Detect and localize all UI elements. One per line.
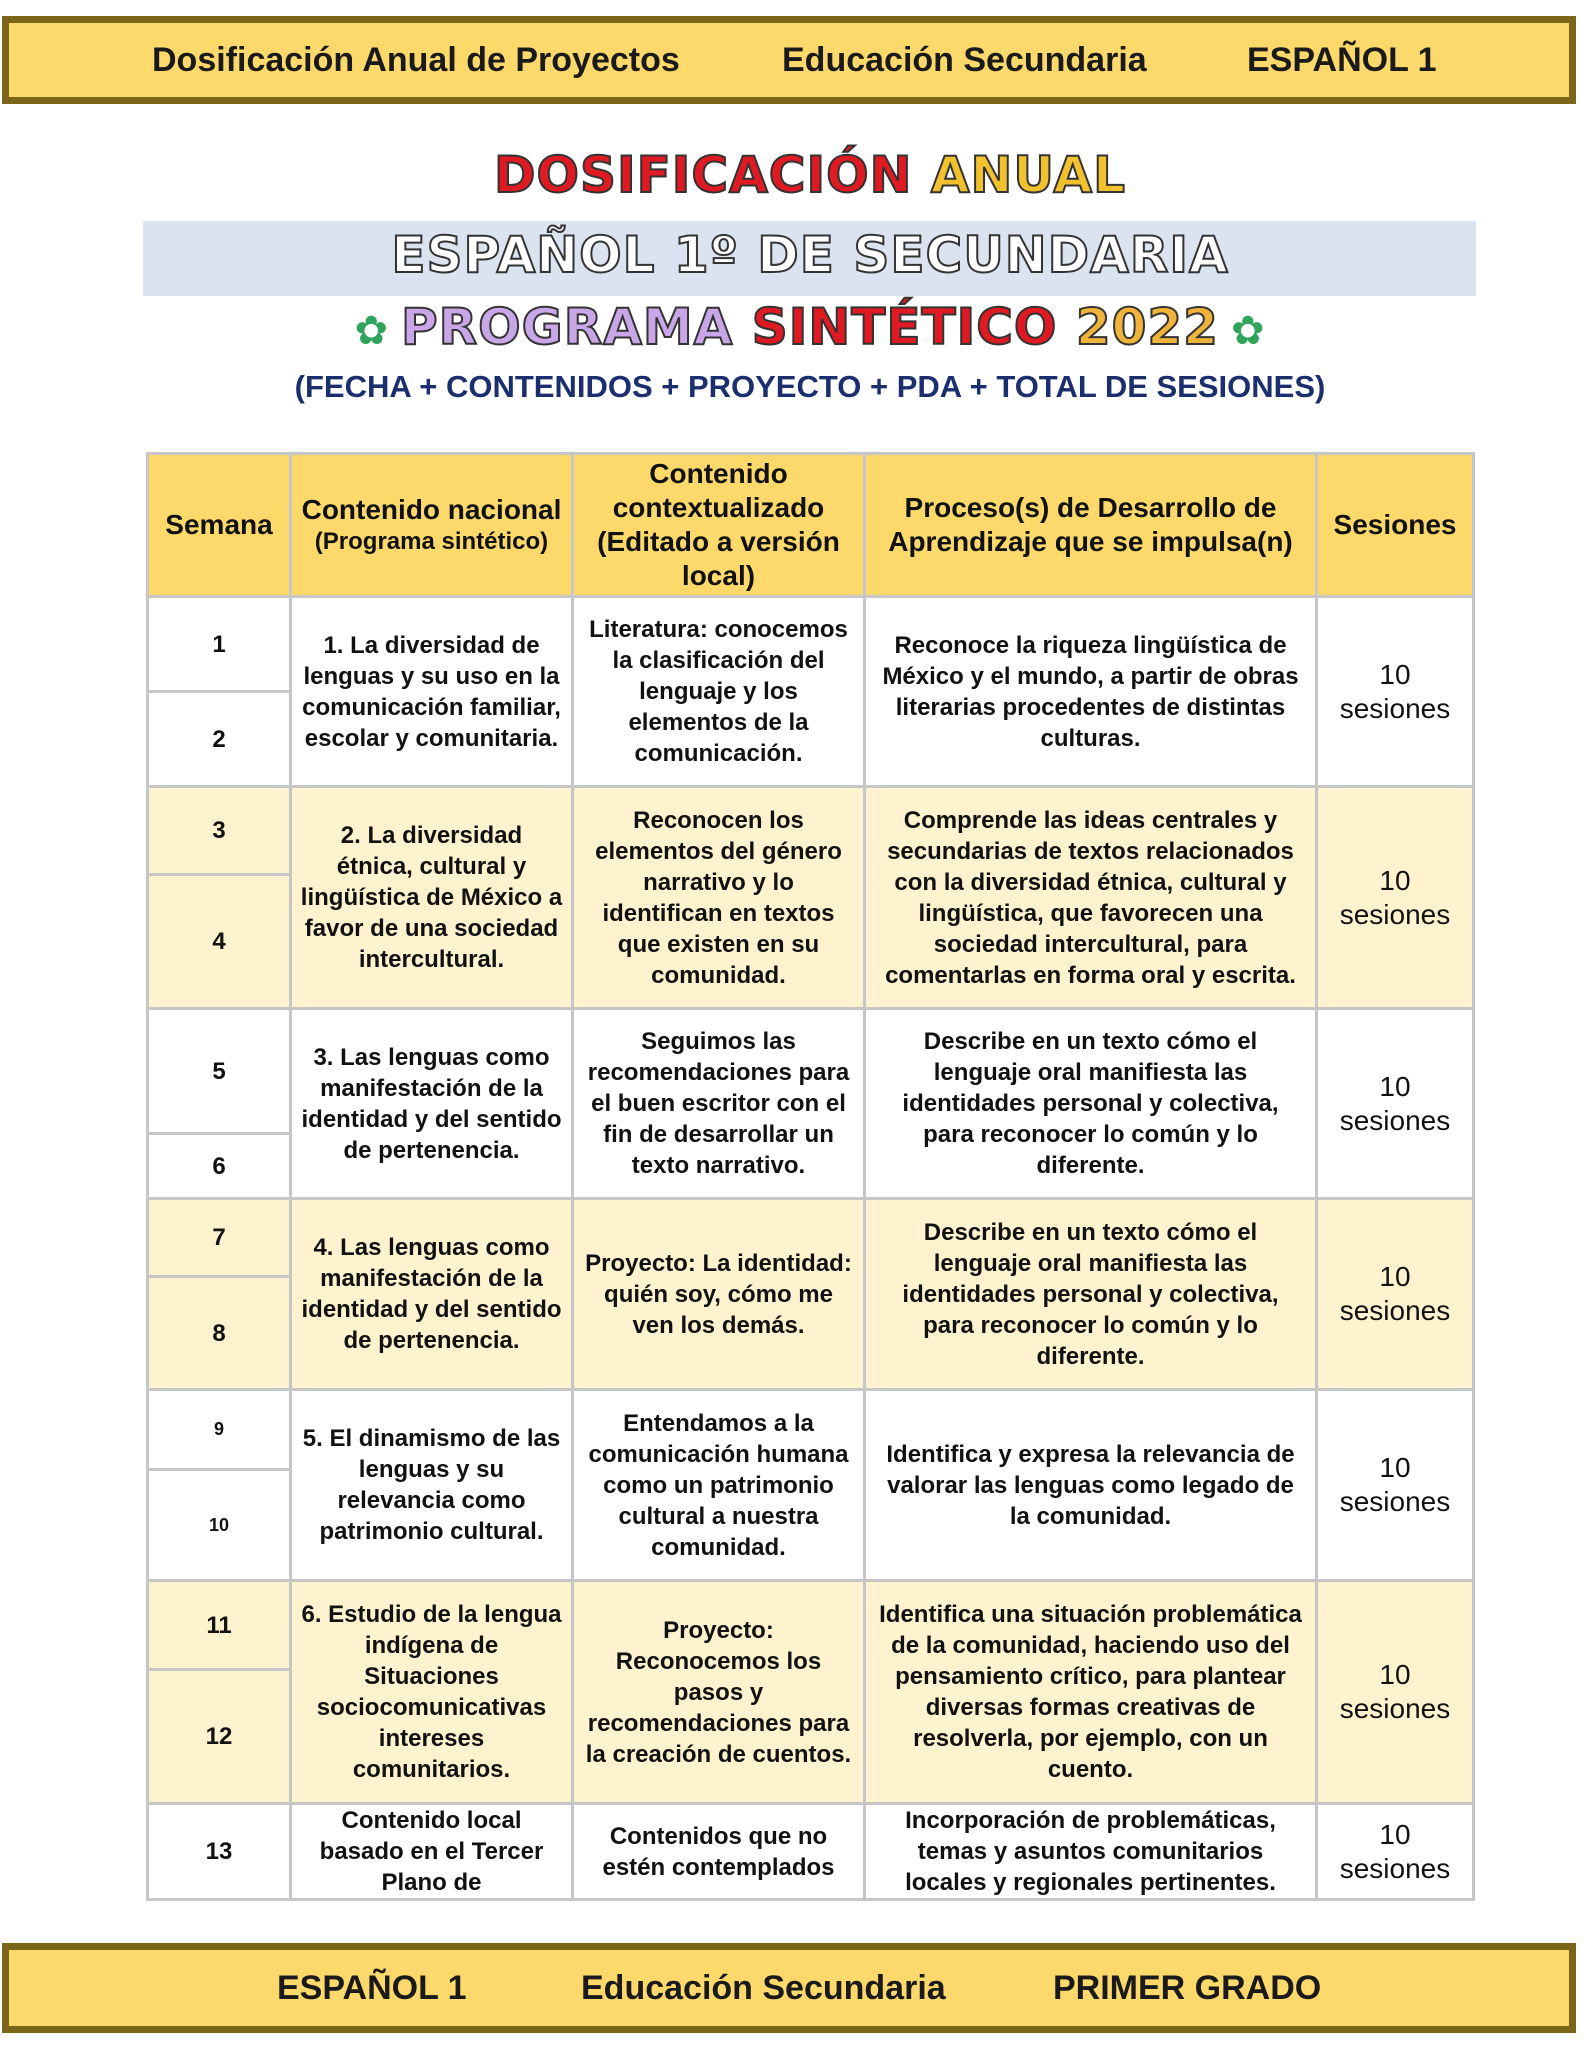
week-cell: 1 <box>148 597 291 692</box>
title-dosificacion <box>0 146 1583 204</box>
contenido-nacional-cell: 1. La diversidad de lenguas y su uso en la comunicación familiar, escolar y comunitaria. <box>291 597 573 787</box>
header-semana: Semana <box>148 454 291 597</box>
contenido-nacional-cell: 6. Estudio de la lengua indígena de Situaciones sociocomunicativas intereses comunitarios. <box>291 1581 573 1804</box>
sesiones-cell: 10 sesiones <box>1317 1390 1474 1581</box>
table-row <box>148 1390 1474 1470</box>
title-espanol: ESPAÑOL 1º DE SECUNDARIA <box>391 226 1229 284</box>
contenido-contextualizado-cell: Seguimos las recomendaciones para el buen escritor con el fin de desarrollar un texto narrativo. <box>573 1009 865 1199</box>
footer-left: ESPAÑOL 1 <box>277 1968 467 2007</box>
title1-part2: ANUAL <box>930 146 1126 204</box>
footer-right: PRIMER GRADO <box>1053 1968 1322 2007</box>
pda-cell: Reconoce la riqueza lingüística de México y el mundo, a partir de obras literarias procedentes de distintas culturas. <box>865 597 1317 787</box>
sesiones-cell: 10 sesiones <box>1317 1009 1474 1199</box>
contenido-contextualizado-cell: Reconocen los elementos del género narrativo y lo identifican en textos que existen en su comunidad. <box>573 787 865 1009</box>
week-cell: 5 <box>148 1009 291 1134</box>
contenido-contextualizado-cell: Proyecto: La identidad: quién soy, cómo me ven los demás. <box>573 1199 865 1390</box>
table-row <box>148 597 1474 692</box>
contenido-contextualizado-cell: Entendamos a la comunicación humana como un patrimonio cultural a nuestra comunidad. <box>573 1390 865 1581</box>
header-sesiones: Sesiones <box>1317 454 1474 597</box>
contenido-nacional-cell: 4. Las lenguas como manifestación de la identidad y del sentido de pertenencia. <box>291 1199 573 1390</box>
week-cell: 10 <box>148 1470 291 1581</box>
header-contenido-contextualizado: Contenido contextualizado (Editado a versión local) <box>573 454 865 597</box>
table-row <box>148 1199 1474 1277</box>
pda-cell: Describe en un texto cómo el lenguaje oral manifiesta las identidades personal y colectiva, para reconocer lo común y lo diferente. <box>865 1009 1317 1199</box>
contenido-contextualizado-cell: Contenidos que no estén contemplados <box>573 1804 865 1900</box>
sesiones-cell: 10 sesiones <box>1317 787 1474 1009</box>
contenido-contextualizado-cell: Proyecto: Reconocemos los pasos y recomendaciones para la creación de cuentos. <box>573 1581 865 1804</box>
week-cell: 9 <box>148 1390 291 1470</box>
contenido-nacional-cell: Contenido local basado en el Tercer Plano de <box>291 1804 573 1900</box>
flower-icon: ✿ <box>1230 307 1266 354</box>
subtitle: (FECHA + CONTENIDOS + PROYECTO + PDA + TOTAL DE SESIONES) <box>294 369 1326 404</box>
table-row <box>148 787 1474 875</box>
contenido-nacional-cell: 2. La diversidad étnica, cultural y lingüística de México a favor de una sociedad intercultural. <box>291 787 573 1009</box>
table-row <box>148 1581 1474 1670</box>
week-cell: 13 <box>148 1804 291 1900</box>
sesiones-cell: 10 sesiones <box>1317 597 1474 787</box>
week-cell: 6 <box>148 1134 291 1199</box>
header-left: Dosificación Anual de Proyectos <box>152 40 680 79</box>
week-cell: 8 <box>148 1277 291 1390</box>
table-row <box>148 1804 1474 1900</box>
title1-part1: DOSIFICACIÓN <box>494 146 931 204</box>
header-center: Educación Secundaria <box>782 40 1147 79</box>
sesiones-cell: 10 sesiones <box>1317 1581 1474 1804</box>
footer-band <box>2 1943 1576 2033</box>
header-contenido-nacional-small: (Programa sintético) <box>314 528 549 555</box>
pda-cell: Describe en un texto cómo el lenguaje oral manifiesta las identidades personal y colectiva, para reconocer lo común y lo diferente. <box>865 1199 1317 1390</box>
title3-part1: PROGRAMA <box>401 298 752 356</box>
header-pda: Proceso(s) de Desarrollo de Aprendizaje que se impulsa(n) <box>865 454 1317 597</box>
header-contenido-nacional-main: Contenido nacional <box>301 494 562 525</box>
table-row <box>148 1009 1474 1134</box>
title3-part3: 2022 <box>1075 298 1219 356</box>
dosificacion-table <box>146 452 1475 1901</box>
week-cell: 12 <box>148 1670 291 1804</box>
contenido-contextualizado-cell: Literatura: conocemos la clasificación del lenguaje y los elementos de la comunicación. <box>573 597 865 787</box>
header-right: ESPAÑOL 1 <box>1247 40 1437 79</box>
table-header-row <box>148 454 1474 597</box>
contenido-nacional-cell: 5. El dinamismo de las lenguas y su relevancia como patrimonio cultural. <box>291 1390 573 1581</box>
pda-cell: Identifica y expresa la relevancia de valorar las lenguas como legado de la comunidad. <box>865 1390 1317 1581</box>
title-programa <box>0 298 1583 356</box>
week-cell: 7 <box>148 1199 291 1277</box>
title3-part2: SINTÉTICO <box>751 298 1076 356</box>
week-cell: 4 <box>148 875 291 1009</box>
footer-center: Educación Secundaria <box>581 1968 946 2007</box>
week-cell: 2 <box>148 692 291 787</box>
sesiones-cell: 10 sesiones <box>1317 1199 1474 1390</box>
header-contenido-nacional <box>291 454 573 597</box>
pda-cell: Comprende las ideas centrales y secundarias de textos relacionados con la diversidad étnica, cultural y lingüística, que favorecen una sociedad intercultural, para comentarlas en forma oral y escrita. <box>865 787 1317 1009</box>
flower-icon: ✿ <box>354 307 390 354</box>
pda-cell: Identifica una situación problemática de la comunidad, haciendo uso del pensamiento crítico, para plantear diversas formas creativas de resolverla, por ejemplo, con un cuento. <box>865 1581 1317 1804</box>
header-band <box>2 16 1576 104</box>
pda-cell: Incorporación de problemáticas, temas y asuntos comunitarios locales y regionales pertinentes. <box>865 1804 1317 1900</box>
contenido-nacional-cell: 3. Las lenguas como manifestación de la identidad y del sentido de pertenencia. <box>291 1009 573 1199</box>
sesiones-cell: 10 sesiones <box>1317 1804 1474 1900</box>
week-cell: 11 <box>148 1581 291 1670</box>
week-cell: 3 <box>148 787 291 875</box>
